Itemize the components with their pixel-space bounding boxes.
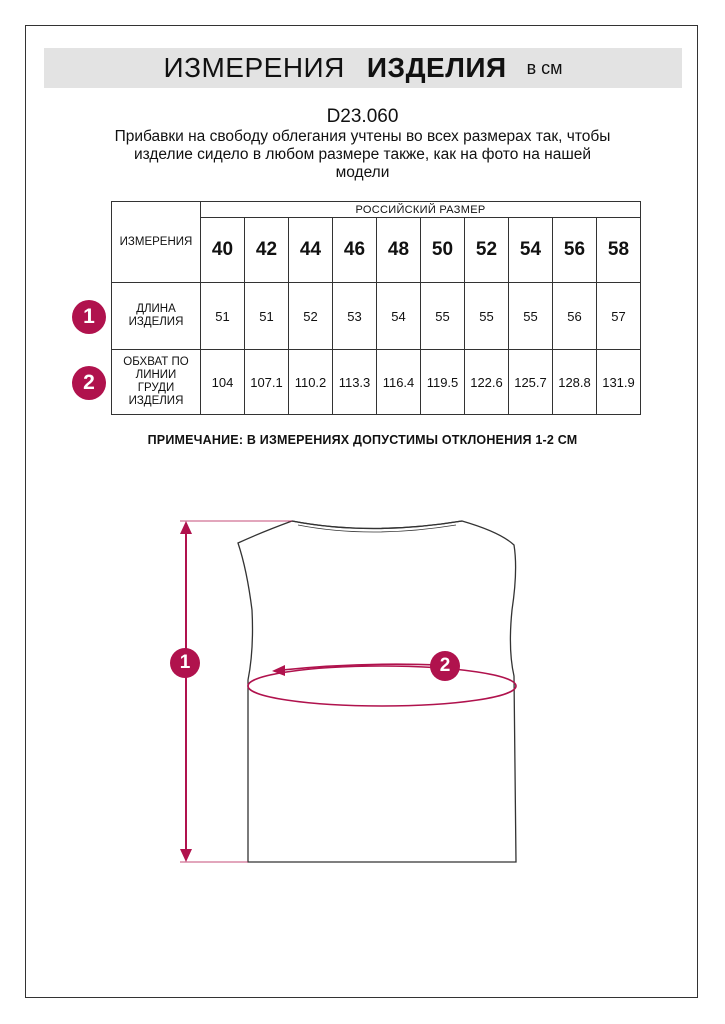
- row-label-line: ГРУДИ: [137, 382, 175, 394]
- row-badge-2: 2: [72, 366, 106, 400]
- title-part-2: ИЗДЕЛИЯ: [366, 52, 507, 83]
- title-unit: в см: [526, 57, 563, 78]
- value-cell: 55: [421, 283, 465, 350]
- length-arrow-head-top: [180, 521, 192, 534]
- chest-ellipse: [248, 666, 516, 706]
- value-cell: 57: [597, 283, 641, 350]
- value-cell: 128.8: [553, 350, 597, 415]
- size-cell: 56: [553, 218, 597, 283]
- size-group-header: РОССИЙСКИЙ РАЗМЕР: [201, 202, 641, 218]
- value-cell: 131.9: [597, 350, 641, 415]
- tolerance-note: ПРИМЕЧАНИЕ: В ИЗМЕРЕНИЯХ ДОПУСТИМЫ ОТКЛОНЕНИЯ 1-2 СМ: [147, 433, 578, 447]
- size-cell: 54: [509, 218, 553, 283]
- size-cell: 50: [421, 218, 465, 283]
- diagram-badge-chest: 2: [430, 651, 460, 681]
- value-cell: 104: [201, 350, 245, 415]
- value-cell: 51: [245, 283, 289, 350]
- row-label-line: ЛИНИИ: [135, 369, 177, 381]
- garment-outline: [238, 521, 516, 862]
- value-cell: 55: [509, 283, 553, 350]
- value-cell: 122.6: [465, 350, 509, 415]
- garment-neckline: [292, 521, 462, 529]
- value-cell: 53: [333, 283, 377, 350]
- length-arrow-head-bottom: [180, 849, 192, 862]
- product-code: D23.060: [326, 106, 399, 127]
- size-cell: 42: [245, 218, 289, 283]
- row-label-line: ОБХВАТ ПО: [123, 356, 189, 368]
- size-cell: 48: [377, 218, 421, 283]
- size-cell: 58: [597, 218, 641, 283]
- size-cell: 52: [465, 218, 509, 283]
- value-cell: 54: [377, 283, 421, 350]
- size-cell: 44: [289, 218, 333, 283]
- measure-header: ИЗМЕРЕНИЯ: [112, 202, 201, 283]
- size-cell: 40: [201, 218, 245, 283]
- value-cell: 125.7: [509, 350, 553, 415]
- value-cell: 113.3: [333, 350, 377, 415]
- row-badge-1: 1: [72, 300, 106, 334]
- value-cell: 107.1: [245, 350, 289, 415]
- value-cell: 110.2: [289, 350, 333, 415]
- title-part-1: ИЗМЕРЕНИЯ: [163, 52, 345, 83]
- row-label-line: ИЗДЕЛИЯ: [128, 316, 184, 328]
- value-cell: 116.4: [377, 350, 421, 415]
- fit-description-line: Прибавки на свободу облегания учтены во всех размерах так, чтобы: [114, 128, 611, 145]
- fit-description-line: изделие сидело в любом размере также, как на фото на нашей: [133, 146, 592, 163]
- row-label-line: ДЛИНА: [136, 303, 176, 315]
- row-label-line: ИЗДЕЛИЯ: [128, 395, 184, 407]
- value-cell: 56: [553, 283, 597, 350]
- value-cell: 119.5: [421, 350, 465, 415]
- value-cell: 52: [289, 283, 333, 350]
- value-cell: 51: [201, 283, 245, 350]
- fit-description-line: модели: [335, 164, 390, 181]
- size-cell: 46: [333, 218, 377, 283]
- value-cell: 55: [465, 283, 509, 350]
- diagram-badge-length: 1: [170, 648, 200, 678]
